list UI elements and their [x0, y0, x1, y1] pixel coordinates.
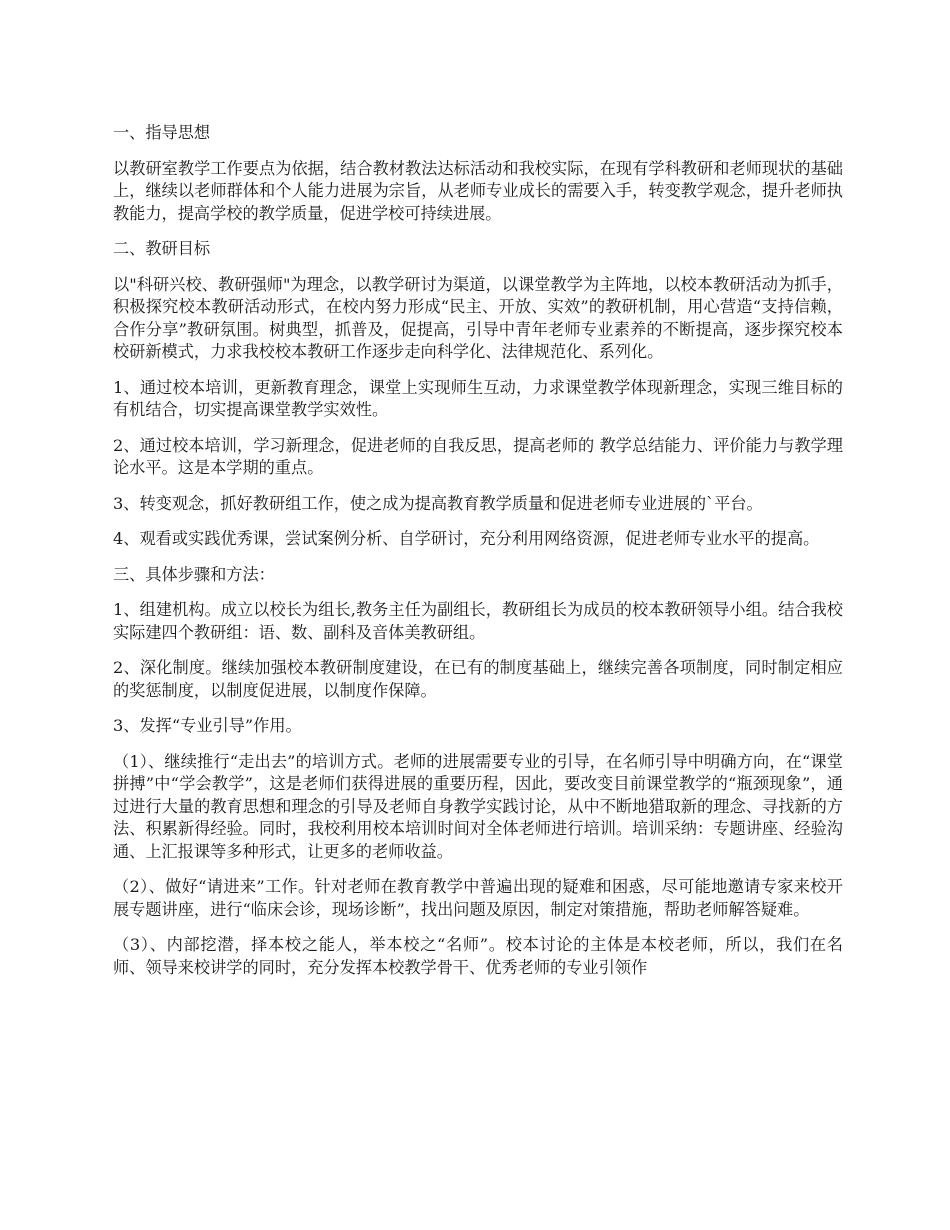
- list-item-step-2: 2、深化制度。继续加强校本教研制度建设，在已有的制度基础上，继续完善各项制度，同时制定相应的奖惩制度，以制度促进展，以制度作保障。: [113, 658, 843, 700]
- paragraph-guiding-thought: 以教研室教学工作要点为依据，结合教材教法达标活动和我校实际，在现有学科教研和老师现状的基础上，继续以老师群体和个人能力进展为宗旨，从老师专业成长的需要入手，转变教学观念，提升老师执教能力，提高学校的教学质量，促进学校可持续进展。: [113, 158, 843, 223]
- list-item-goal-2: 2、通过校本培训，学习新理念，促进老师的自我反思，提高老师的 教学总结能力、评价能力与教学理论水平。这是本学期的重点。: [113, 435, 843, 477]
- paragraph-research-goals: 以"科研兴校、教研强师"为理念，以教学研讨为渠道，以课堂教学为主阵地，以校本教研活动为抓手，积极探究校本教研活动形式，在校内努力形成“民主、开放、实效”的教研机制，用心营造“支持信赖，合作分享”教研氛围。树典型，抓普及，促提高，引导中青年老师专业素养的不断提高，逐步探究校本校研新模式，力求我校校本教研工作逐步走向科学化、法律规范化、系列化。: [113, 274, 843, 361]
- sub-item-step-3-1: （1）、继续推行“走出去”的培训方式。老师的进展需要专业的引导，在名师引导中明确方向，在“课堂拼搏”中“学会教学”，这是老师们获得进展的重要历程，因此，要改变目前课堂教学的“瓶颈现象”，通过进行大量的教育思想和理念的引导及老师自身教学实践讨论，从中不断地猎取新的理念、寻找新的方法、积累新得经验。同时，我校利用校本培训时间对全体老师进行培训。培训采纳：专题讲座、经验沟通、上汇报课等多种形式，让更多的老师收益。: [113, 751, 843, 861]
- list-item-step-3: 3、发挥“专业引导”作用。: [113, 716, 302, 735]
- document-page: [113, 122, 843, 992]
- section-heading-steps-methods: 三、具体步骤和方法：: [113, 564, 275, 584]
- list-item-goal-1: 1、通过校本培训，更新教育理念，课堂上实现师生互动，力求课堂教学体现新理念，实现三维目标的有机结合，切实提高课堂教学实效性。: [113, 377, 843, 419]
- list-item-goal-3: 3、转变观念，抓好教研组工作，使之成为提高教育教学质量和促进老师专业进展的`平台。: [113, 493, 763, 513]
- sub-item-step-3-3: （3）、内部挖潜，择本校之能人，举本校之“名师”。校本讨论的主体是本校老师，所以，我们在名师、领导来校讲学的同时，充分发挥本校教学骨干、优秀老师的专业引领作: [113, 935, 843, 977]
- section-heading-guiding-thought: 一、指导思想: [113, 123, 211, 142]
- section-heading-research-goals: 二、教研目标: [113, 239, 211, 258]
- list-item-goal-4: 4、观看或实践优秀课，尝试案例分析、自学研讨，充分利用网络资源，促进老师专业水平的提高。: [113, 529, 820, 548]
- sub-item-step-3-2: （2）、做好“请进来”工作。针对老师在教育教学中普遍出现的疑难和困惑，尽可能地邀请专家来校开展专题讲座，进行“临床会诊，现场诊断”，找出问题及原因，制定对策措施，帮助老师解答疑难。: [113, 877, 843, 919]
- list-item-step-1: 1、组建机构。成立以校长为组长,教务主任为副组长，教研组长为成员的校本教研领导小组。结合我校实际建四个教研组：语、数、副科及音体美教研组。: [113, 600, 843, 642]
